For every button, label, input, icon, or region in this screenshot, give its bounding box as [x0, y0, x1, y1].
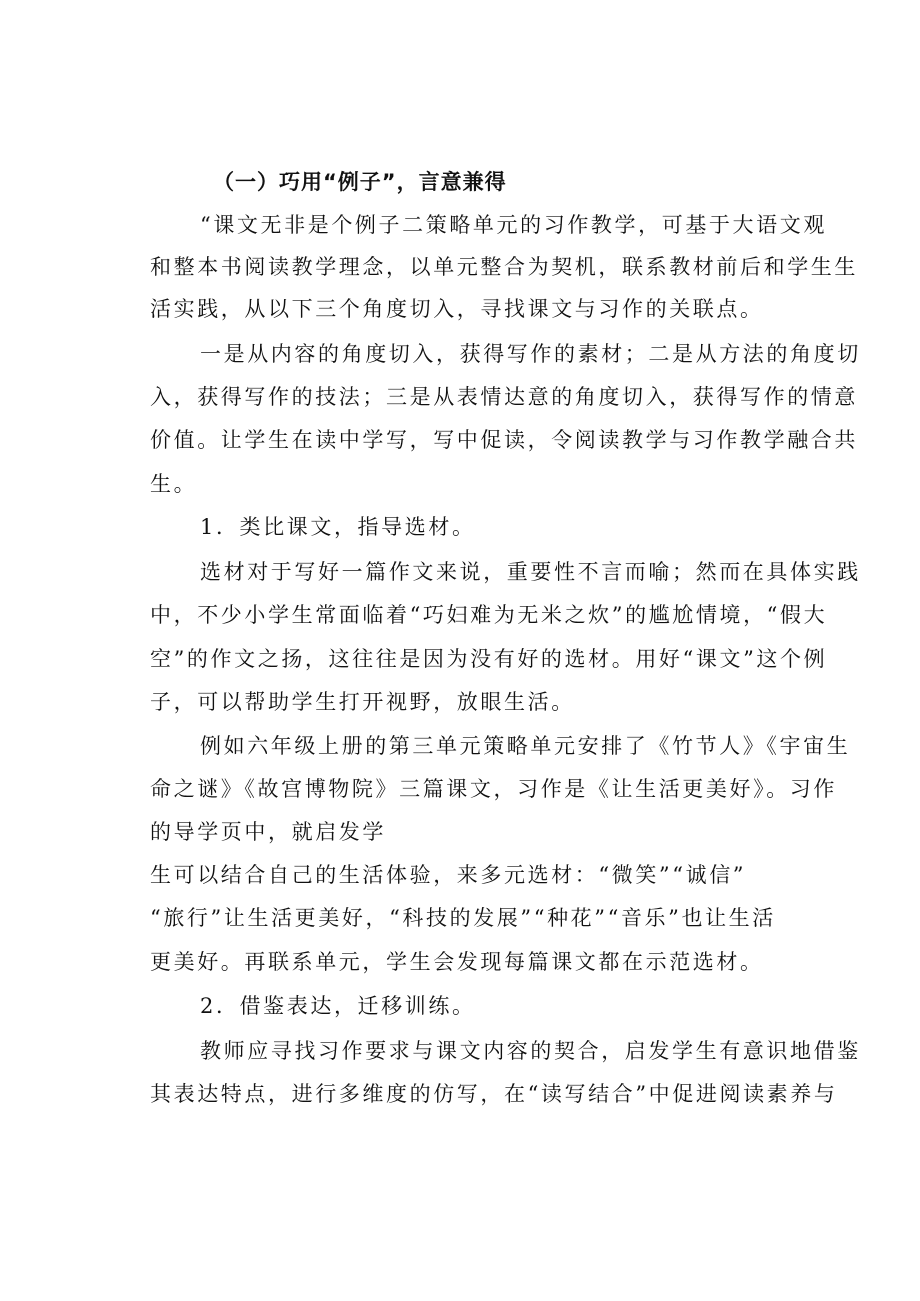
- section-heading: （一）巧用“例子”，言意兼得: [213, 170, 507, 194]
- paragraph-line: 生。: [150, 472, 198, 496]
- paragraph-line: 和整本书阅读教学理念，以单元整合为契机，联系教材前后和学生生: [150, 255, 858, 279]
- paragraph-line: 选材对于写好一篇作文来说，重要性不言而喻；然而在具体实践: [200, 560, 861, 584]
- subsection-heading: 1．类比课文，指导选材。: [200, 515, 476, 539]
- paragraph-line: 价值。让学生在读中学写，写中促读，令阅读教学与习作教学融合共: [150, 428, 858, 452]
- paragraph-line: 空”的作文之扬，这往往是因为没有好的选材。用好“课文”这个例: [150, 647, 828, 671]
- paragraph-line: 命之谜》《故宫博物院》三篇课文，习作是《让生活更美好》。习作: [150, 777, 837, 801]
- paragraph-line: 其表达特点，进行多维度的仿写，在“读写结合”中促进阅读素养与: [150, 1082, 838, 1106]
- paragraph-line: “旅行”让生活更美好，“科技的发展”“种花”“音乐”也让生活: [150, 906, 776, 930]
- paragraph-line: 子，可以帮助学生打开视野，放眼生活。: [150, 690, 575, 714]
- paragraph-line: 更美好。再联系单元，学生会发现每篇课文都在示范选材。: [150, 950, 764, 974]
- paragraph-line: 一是从内容的角度切入，获得写作的素材；二是从方法的角度切: [200, 342, 861, 366]
- paragraph-line: 入，获得写作的技法；三是从表情达意的角度切入，获得写作的情意: [150, 385, 858, 409]
- paragraph-line: “课文无非是个例子二策略单元的习作教学，可基于大语文观: [200, 213, 827, 237]
- subsection-heading: 2．借鉴表达，迁移训练。: [200, 994, 476, 1018]
- paragraph-line: 的导学页中，就启发学: [150, 820, 386, 844]
- paragraph-line: 例如六年级上册的第三单元策略单元安排了《竹节人》《宇宙生: [200, 734, 851, 758]
- paragraph-line: 生可以结合自己的生活体验，来多元选材：“微笑”“诚信”: [150, 863, 747, 887]
- paragraph-line: 活实践，从以下三个角度切入，寻找课文与习作的关联点。: [150, 297, 764, 321]
- paragraph-line: 教师应寻找习作要求与课文内容的契合，启发学生有意识地借鉴: [200, 1039, 861, 1063]
- paragraph-line: 中，不少小学生常面临着“巧妇难为无米之炊”的尴尬情境，“假大: [150, 603, 828, 627]
